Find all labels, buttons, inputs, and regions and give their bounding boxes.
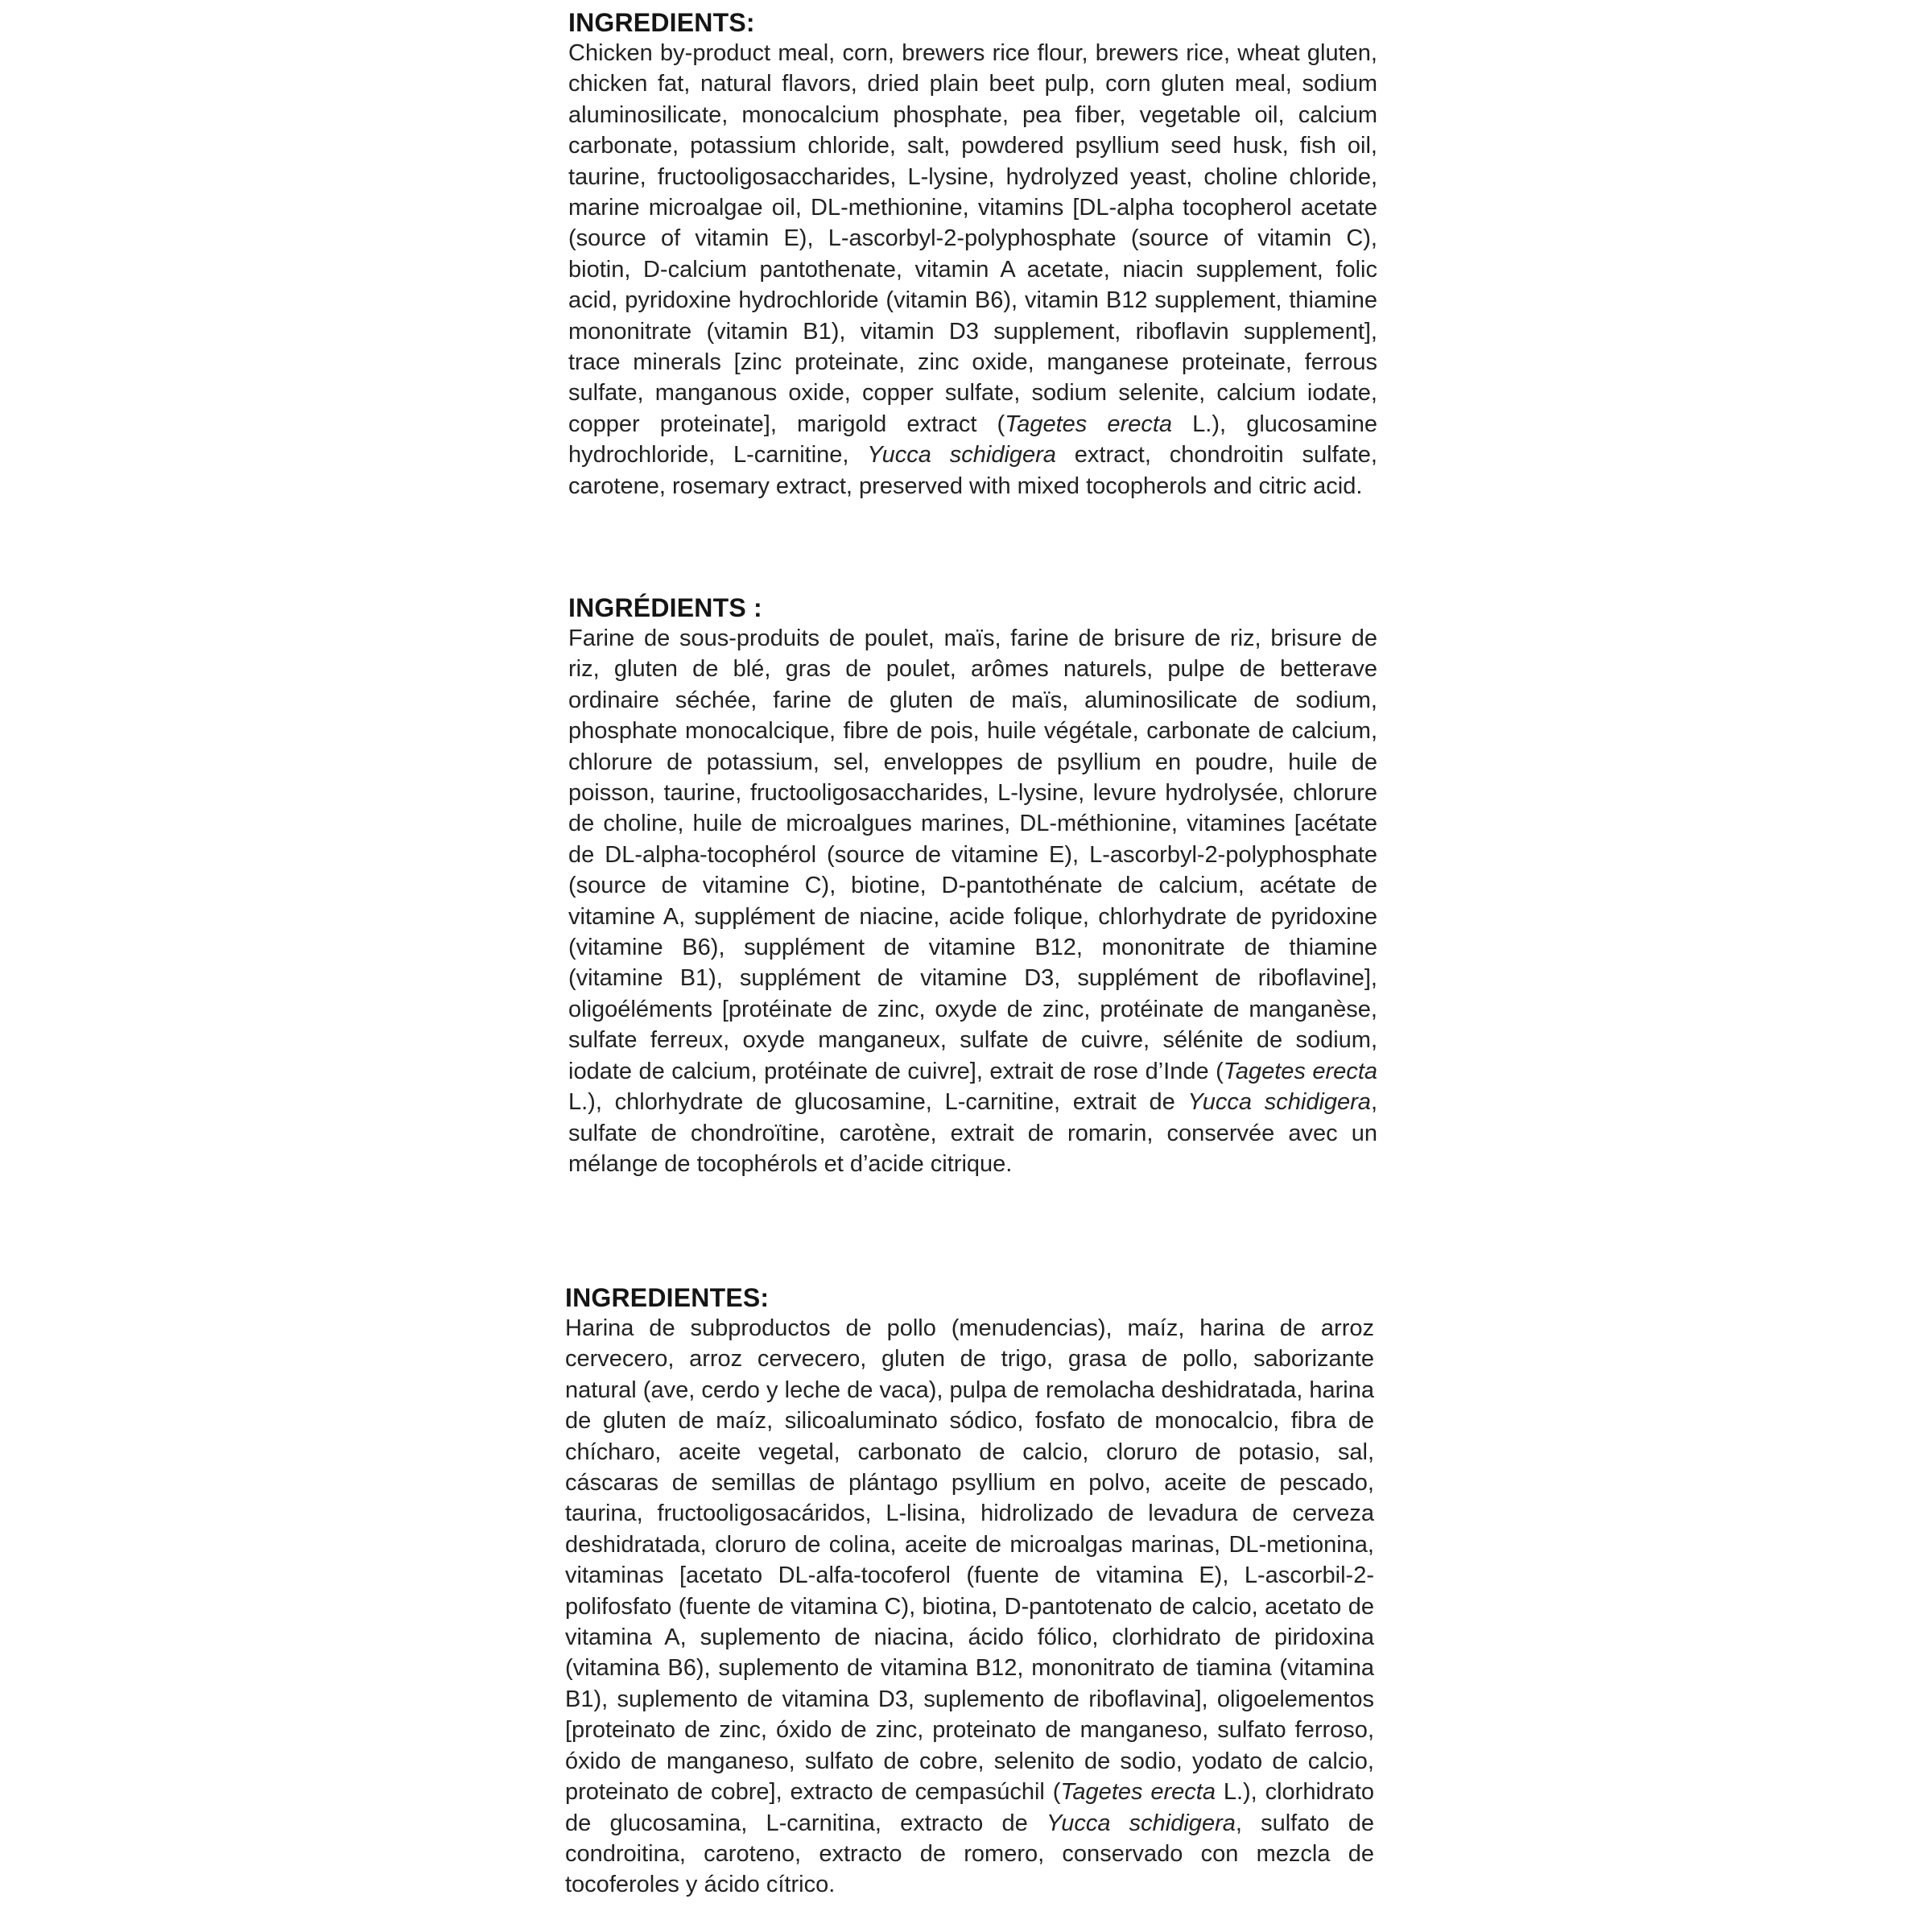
ingredients-text-english bbox=[568, 38, 1377, 502]
text-run: extract, chondroitin sulfate, carotene, rosemary extract, preserved with mixed tocopherols and citric acid. bbox=[568, 442, 1377, 499]
text-run: L.), glucosamine hydrochloride, L-carnitine, bbox=[568, 411, 1378, 469]
text-run: Farine de sous-produits de poulet, maïs, farine de brisure de riz, brisure de riz, gluten de blé, gras de poulet, arômes naturels, pulpe de betterave ordinaire séchée, farine de gluten de maïs, aluminosilicate de sodium, phosphate monocalcique, fibre de pois, huile végétale, carbonate de calcium, chlorure de potassium, sel, enveloppes de psyllium en poudre, huile de poisson, taurine, fructooligosaccharides, L-lysine, levure hydrolysée, chlorure de choline, huile de microalgues marines, DL-méthionine, vitamines [acétate de DL-alpha-tocophérol (source de vitamine E), L-ascorbyl-2-polyphosphate (source de vitamine C), biotine, D-pantothénate de calcium, acétate de vitamine A, supplément de niacine, acide folique, chlorhydrate de pyridoxine (vitamine B6), supplément de vitamine B12, mononitrate de thiamine (vitamine B1), supplément de vitamine D3, supplément de riboflavine], oligoéléments [protéinate de zinc, oxyde de zinc, protéinate de manganèse, sulfate ferreux, oxyde manganeux, sulfate de cuivre, sélénite de sodium, iodate de calcium, protéinate de cuivre], extrait de rose d’Inde ( bbox=[568, 625, 1377, 1084]
text-run: L.), clorhidrato de glucosamina, L-carnitina, extracto de bbox=[565, 1779, 1375, 1836]
ingredients-text-spanish bbox=[565, 1313, 1374, 1901]
ingredients-section-english bbox=[568, 7, 1377, 502]
species-name: Tagetes erecta bbox=[1060, 1779, 1216, 1806]
ingredients-section-spanish bbox=[565, 1282, 1374, 1901]
text-run: , sulfate de chondroïtine, carotène, extrait de romarin, conservée avec un mélange de tocophérols et d’acide citrique. bbox=[568, 1089, 1377, 1177]
ingredients-text-french bbox=[568, 623, 1377, 1179]
section-heading-french: INGRÉDIENTS : bbox=[568, 593, 762, 622]
species-name: Tagetes erecta bbox=[1005, 411, 1173, 437]
species-name: Yucca schidigera bbox=[1187, 1089, 1371, 1116]
species-name: Yucca schidigera bbox=[867, 442, 1056, 469]
text-run: Harina de subproductos de pollo (menudencias), maíz, harina de arroz cervecero, arroz cervecero, gluten de trigo, grasa de pollo, saborizante natural (ave, cerdo y leche de vaca), pulpa de remolacha deshidratada, harina de gluten de maíz, silicoaluminato sódico, fosfato de monocalcio, fibra de chícharo, aceite vegetal, carbonato de calcio, cloruro de potasio, sal, cáscaras de semillas de plántago psyllium en polvo, aceite de pescado, taurina, fructooligosacáridos, L-lisina, hidrolizado de levadura de cerveza deshidratada, cloruro de colina, aceite de microalgas marinas, DL-metionina, vitaminas [acetato DL-alfa-tocoferol (fuente de vitamina E), L-ascorbil-2-polifosfato (fuente de vitamina C), biotina, D-pantotenato de calcio, acetato de vitamina A, suplemento de niacina, ácido fólico, clorhidrato de piridoxina (vitamina B6), suplemento de vitamina B12, mononitrato de tiamina (vitamina B1), suplemento de vitamina D3, suplemento de riboflavina], oligoelementos [proteinato de zinc, óxido de zinc, proteinato de manganeso, sulfato ferroso, óxido de manganeso, sulfato de cobre, selenito de sodio, yodato de calcio, proteinato de cobre], extracto de cempasúchil ( bbox=[565, 1315, 1374, 1806]
species-name: Yucca schidigera bbox=[1046, 1810, 1236, 1836]
species-name: Tagetes erecta bbox=[1223, 1058, 1377, 1084]
ingredients-section-french bbox=[568, 592, 1377, 1179]
section-heading-spanish: INGREDIENTES: bbox=[565, 1283, 770, 1312]
section-heading-english: INGREDIENTS: bbox=[568, 8, 755, 37]
text-run: , sulfato de condroitina, caroteno, extracto de romero, conservado con mezcla de tocoferoles y ácido cítrico. bbox=[565, 1810, 1374, 1898]
text-run: L.), chlorhydrate de glucosamine, L-carnitine, extrait de bbox=[568, 1089, 1188, 1116]
text-run: Chicken by-product meal, corn, brewers rice flour, brewers rice, wheat gluten, chicken fat, natural flavors, dried plain beet pulp, corn gluten meal, sodium aluminosilicate, monocalcium phosphate, pea fiber, vegetable oil, calcium carbonate, potassium chloride, salt, powdered psyllium seed husk, fish oil, taurine, fructooligosaccharides, L-lysine, hydrolyzed yeast, choline chloride, marine microalgae oil, DL-methionine, vitamins [DL-alpha tocopherol acetate (source of vitamin E), L-ascorbyl-2-polyphosphate (source of vitamin C), biotin, D-calcium pantothenate, vitamin A acetate, niacin supplement, folic acid, pyridoxine hydrochloride (vitamin B6), vitamin B12 supplement, thiamine mononitrate (vitamin B1), vitamin D3 supplement, riboflavin supplement], trace minerals [zinc proteinate, zinc oxide, manganese proteinate, ferrous sulfate, manganous oxide, copper sulfate, sodium selenite, calcium iodate, copper proteinate], marigold extract ( bbox=[568, 40, 1377, 437]
